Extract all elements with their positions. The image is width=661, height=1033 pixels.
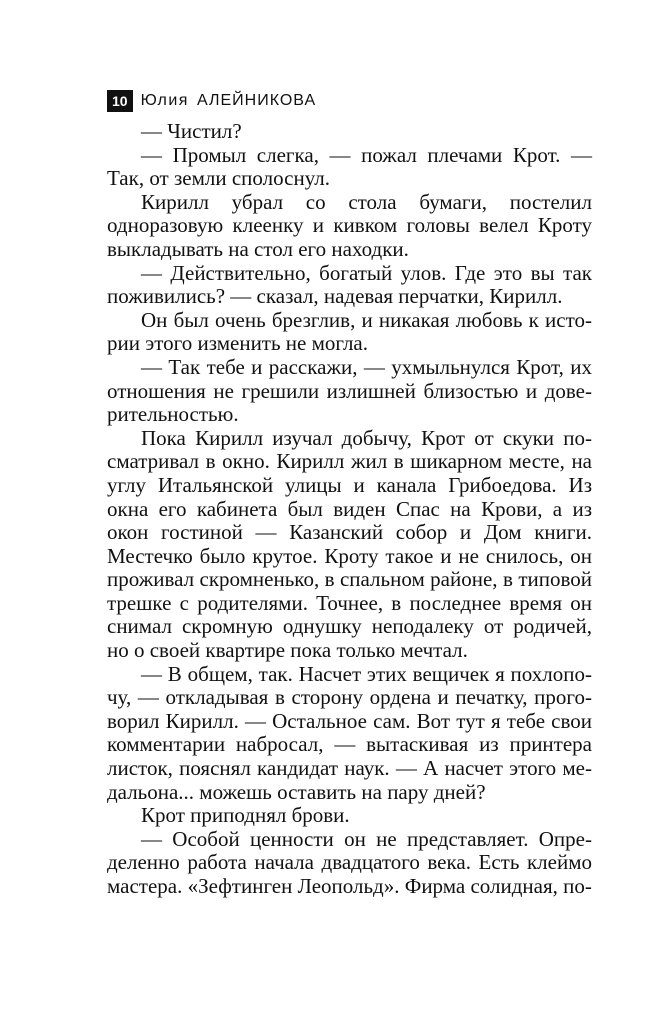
author-name: [141, 92, 317, 110]
paragraph: — В общем, так. Насчет этих вещичек я похлопочу, — откладывая в сторону ордена и печатку, проговорил Кирилл. — Остальное сам. Вот тут я тебе свои комментарии набросал, — вытаскивая из принтера листок, пояснял кандидат наук. — А насчет этого медальона... можешь оставить на пару дней?: [107, 661, 592, 804]
page-number: 10: [107, 90, 133, 112]
paragraph: — Действительно, богатый улов. Где это вы так поживились? — сказал, надевая перчатки, Кирилл.: [107, 260, 592, 309]
paragraph: — Чистил?: [141, 119, 242, 143]
author-last-name: АЛЕЙНИКОВА: [196, 92, 317, 109]
paragraph: Крот приподнял брови.: [141, 803, 350, 828]
body-text: [107, 120, 592, 899]
paragraph: Кирилл убрал со стола бумаги, постелил одноразовую клеенку и кивком головы велел Кроту выкладывать на стол его находки.: [107, 189, 592, 261]
author-first-name: Юлия: [140, 92, 189, 109]
paragraph: — Так тебе и расскажи, — ухмыльнулся Крот, их отношения не грешили излишней близостью и доверительностью.: [107, 354, 592, 427]
paragraph: — Промыл слегка, — пожал плечами Крот. — Так, от земли сполоснул.: [107, 142, 592, 191]
paragraph: — Особой ценности он не представляет. Определенно работа начала двадцатого века. Есть клеймо мастера. «Зефтинген Леопольд». Фирма солидная, по-: [107, 826, 592, 898]
book-page: [107, 88, 592, 899]
paragraph: Пока Кирилл изучал добычу, Крот от скуки посматривал в окно. Кирилл жил в шикарном месте, на углу Итальянской улицы и канала Грибоедова. Из окна его кабинета был виден Спас на Крови, а из окон гостиной — Казанский собор и Дом книги. Местечко было крутое. Кроту такое и не снилось, он проживал скромненько, в спальном районе, в типовой трешке с родителями. Точнее, в последнее время он снимал скромную однушку неподалеку от родичей, но о своей квартире пока только мечтал.: [107, 425, 592, 663]
paragraph: Он был очень брезглив, и никакая любовь к истории этого изменить не могла.: [107, 307, 592, 356]
running-head: [107, 88, 592, 114]
